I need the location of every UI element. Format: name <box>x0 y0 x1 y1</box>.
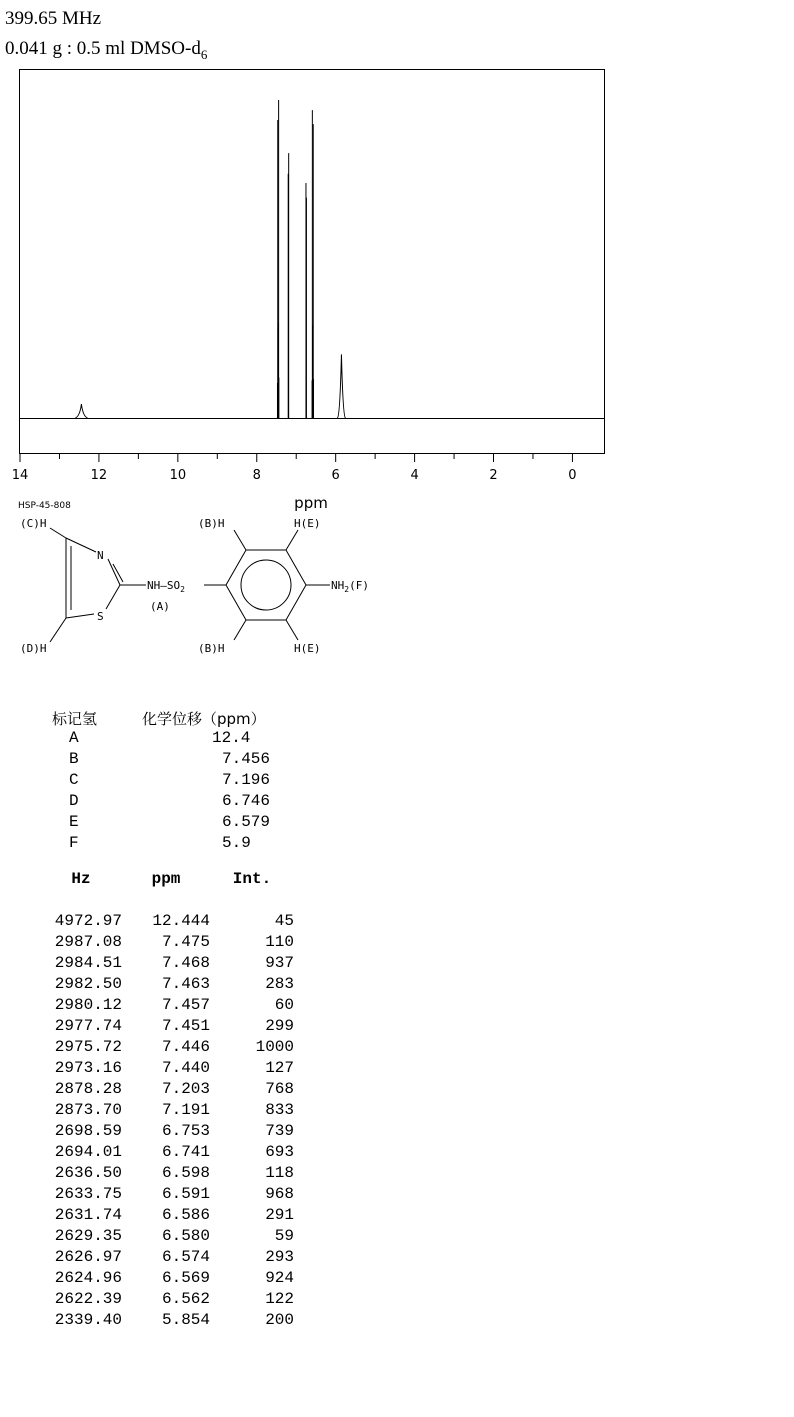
peak-hz: 4972.97 <box>54 911 122 930</box>
peak-int: 299 <box>265 1016 294 1035</box>
peak-ppm: 6.753 <box>161 1121 210 1140</box>
shift-label: C <box>69 771 79 789</box>
peak-hz: 2631.74 <box>54 1205 122 1224</box>
peak-int: 291 <box>265 1205 294 1224</box>
label-nh2-sub: 2 <box>344 585 350 594</box>
spectrum-peak <box>337 354 345 418</box>
shift-label: B <box>69 750 79 768</box>
shift-value: 6.746 <box>222 792 271 810</box>
h-bond <box>50 528 66 538</box>
peak-row <box>40 910 294 931</box>
label-so2-sub: 2 <box>180 585 185 594</box>
peak-row <box>40 931 294 952</box>
peak-int: 833 <box>265 1100 294 1119</box>
label-nh-so: NH—SO <box>147 579 181 592</box>
shift-row <box>52 792 270 813</box>
header-hz: Hz <box>71 869 91 888</box>
x-tick-label: 4 <box>410 468 419 483</box>
peak-int: 739 <box>265 1121 294 1140</box>
peak-ppm: 6.598 <box>161 1163 210 1182</box>
label-n: N <box>97 549 104 562</box>
peak-int: 968 <box>265 1184 294 1203</box>
ring-bond <box>106 585 120 609</box>
peak-ppm: 7.475 <box>161 932 210 951</box>
peak-header-row <box>40 868 294 889</box>
peak-ppm: 7.463 <box>161 974 210 993</box>
molecule-structure <box>0 492 420 662</box>
peak-row <box>40 1099 294 1120</box>
peak-int: 127 <box>265 1058 294 1077</box>
peak-rows <box>40 910 294 1330</box>
shift-value: 6.579 <box>222 813 271 831</box>
peak-ppm: 7.191 <box>161 1100 210 1119</box>
ring-bond <box>108 559 120 585</box>
peak-row <box>40 952 294 973</box>
peak-int: 1000 <box>255 1037 294 1056</box>
peak-int: 693 <box>265 1142 294 1161</box>
peak-int: 122 <box>265 1289 294 1308</box>
peak-ppm: 6.591 <box>161 1184 210 1203</box>
x-tick-label: 12 <box>90 468 108 483</box>
h-bond <box>286 620 298 640</box>
shift-label: F <box>69 834 79 852</box>
peak-int: 59 <box>274 1226 294 1245</box>
peak-hz: 2633.75 <box>54 1184 122 1203</box>
peak-ppm: 6.741 <box>161 1142 210 1161</box>
peak-hz: 2980.12 <box>54 995 122 1014</box>
h-bond <box>234 620 246 640</box>
peak-row <box>40 1141 294 1162</box>
ring-bond <box>66 614 94 618</box>
shift-value: 7.456 <box>222 750 271 768</box>
label-f: (F) <box>349 579 369 592</box>
compound-code: HSP-45-808 <box>18 501 71 511</box>
sample-text: 0.041 g : 0.5 ml DMSO-d <box>5 38 201 59</box>
nmr-spectrum-chart <box>0 62 620 512</box>
x-tick-label: 0 <box>568 468 577 483</box>
peak-hz: 2878.28 <box>54 1079 122 1098</box>
spectrum-peak <box>75 404 87 418</box>
peak-row <box>40 1288 294 1309</box>
peak-row <box>40 973 294 994</box>
x-axis-ticks <box>12 454 577 483</box>
shift-value: 5.9 <box>222 834 251 852</box>
sample-subscript: 6 <box>200 46 208 62</box>
peak-ppm: 7.203 <box>161 1079 210 1098</box>
shift-col-label: 标记氢 <box>52 710 98 728</box>
peak-row <box>40 1120 294 1141</box>
peak-hz: 2873.70 <box>54 1100 122 1119</box>
shift-value: 7.196 <box>222 771 271 789</box>
peak-row <box>40 1057 294 1078</box>
peak-row <box>40 1204 294 1225</box>
shift-col-shift: 化学位移（ppm） <box>142 710 266 728</box>
peak-hz: 2984.51 <box>54 953 122 972</box>
peak-int: 937 <box>265 953 294 972</box>
label-s: S <box>97 610 104 623</box>
peak-ppm: 6.562 <box>161 1289 210 1308</box>
shift-label: D <box>69 792 79 810</box>
label-nh-so2 <box>147 579 185 594</box>
shift-value: 12.4 <box>212 729 251 747</box>
peak-row <box>40 1225 294 1246</box>
label-a: (A) <box>150 600 170 613</box>
label-he-bot: H(E) <box>294 642 321 655</box>
header-ppm: ppm <box>151 869 181 888</box>
peak-ppm: 7.451 <box>161 1016 210 1035</box>
peak-int: 200 <box>265 1310 294 1329</box>
peak-row <box>40 1267 294 1288</box>
peak-row <box>40 1246 294 1267</box>
peak-ppm: 6.574 <box>161 1247 210 1266</box>
peak-hz: 2982.50 <box>54 974 122 993</box>
peak-hz: 2339.40 <box>54 1310 122 1329</box>
x-axis-label: ppm <box>294 494 328 512</box>
aromatic-circle <box>241 560 291 610</box>
label-nh2-f <box>331 579 369 594</box>
h-bond <box>234 530 246 550</box>
peak-int: 283 <box>265 974 294 993</box>
peak-row <box>40 1162 294 1183</box>
peak-int: 45 <box>274 911 294 930</box>
peak-hz: 2636.50 <box>54 1163 122 1182</box>
shift-row <box>52 813 270 834</box>
spectrometer-frequency: 399.65 MHz <box>5 8 102 29</box>
label-bh-bot: (B)H <box>198 642 225 655</box>
x-tick-label: 10 <box>169 468 187 483</box>
peak-hz: 2975.72 <box>54 1037 122 1056</box>
peak-hz: 2694.01 <box>54 1142 122 1161</box>
header-int: Int. <box>232 869 272 888</box>
x-tick-label: 8 <box>252 468 261 483</box>
peak-ppm: 5.854 <box>161 1310 210 1329</box>
peak-row <box>40 1183 294 1204</box>
peak-row <box>40 1036 294 1057</box>
shift-row <box>52 834 270 855</box>
peak-int: 768 <box>265 1079 294 1098</box>
shift-header-row <box>52 708 270 729</box>
x-tick-label: 14 <box>11 468 29 483</box>
peak-ppm: 7.446 <box>161 1037 210 1056</box>
x-tick-label: 6 <box>331 468 340 483</box>
peak-row <box>40 994 294 1015</box>
peak-hz: 2698.59 <box>54 1121 122 1140</box>
peak-hz: 2622.39 <box>54 1289 122 1308</box>
spectrum-peaks <box>75 100 345 418</box>
peak-int: 293 <box>265 1247 294 1266</box>
label-ch: (C)H <box>20 517 47 530</box>
peak-row <box>40 1309 294 1330</box>
peak-hz: 2977.74 <box>54 1016 122 1035</box>
shift-label: A <box>69 729 79 747</box>
shift-label: E <box>69 813 79 831</box>
peak-int: 118 <box>265 1163 294 1182</box>
peak-int: 924 <box>265 1268 294 1287</box>
peak-hz: 2987.08 <box>54 932 122 951</box>
label-bh-top: (B)H <box>198 517 225 530</box>
h-bond <box>50 618 66 642</box>
peak-ppm: 6.580 <box>161 1226 210 1245</box>
peak-hz: 2629.35 <box>54 1226 122 1245</box>
peak-hz: 2973.16 <box>54 1058 122 1077</box>
peak-ppm: 7.468 <box>161 953 210 972</box>
sample-description <box>5 38 207 63</box>
label-dh: (D)H <box>20 642 47 655</box>
peak-int: 60 <box>274 995 294 1014</box>
x-tick-label: 2 <box>489 468 498 483</box>
label-he-top: H(E) <box>294 517 321 530</box>
peak-list-table <box>40 868 294 1330</box>
peak-ppm: 7.440 <box>161 1058 210 1077</box>
peak-ppm: 6.586 <box>161 1205 210 1224</box>
shift-row <box>52 750 270 771</box>
peak-ppm: 6.569 <box>161 1268 210 1287</box>
peak-row <box>40 1078 294 1099</box>
peak-int: 110 <box>265 932 294 951</box>
peak-ppm: 12.444 <box>152 911 210 930</box>
label-nh2: NH <box>331 579 345 592</box>
peak-hz: 2624.96 <box>54 1268 122 1287</box>
chemical-shift-table <box>52 708 270 855</box>
peak-ppm: 7.457 <box>161 995 210 1014</box>
peak-hz: 2626.97 <box>54 1247 122 1266</box>
header-spacer <box>40 889 294 910</box>
shift-row <box>52 771 270 792</box>
peak-row <box>40 1015 294 1036</box>
h-bond <box>286 530 298 550</box>
shift-row <box>52 729 270 750</box>
